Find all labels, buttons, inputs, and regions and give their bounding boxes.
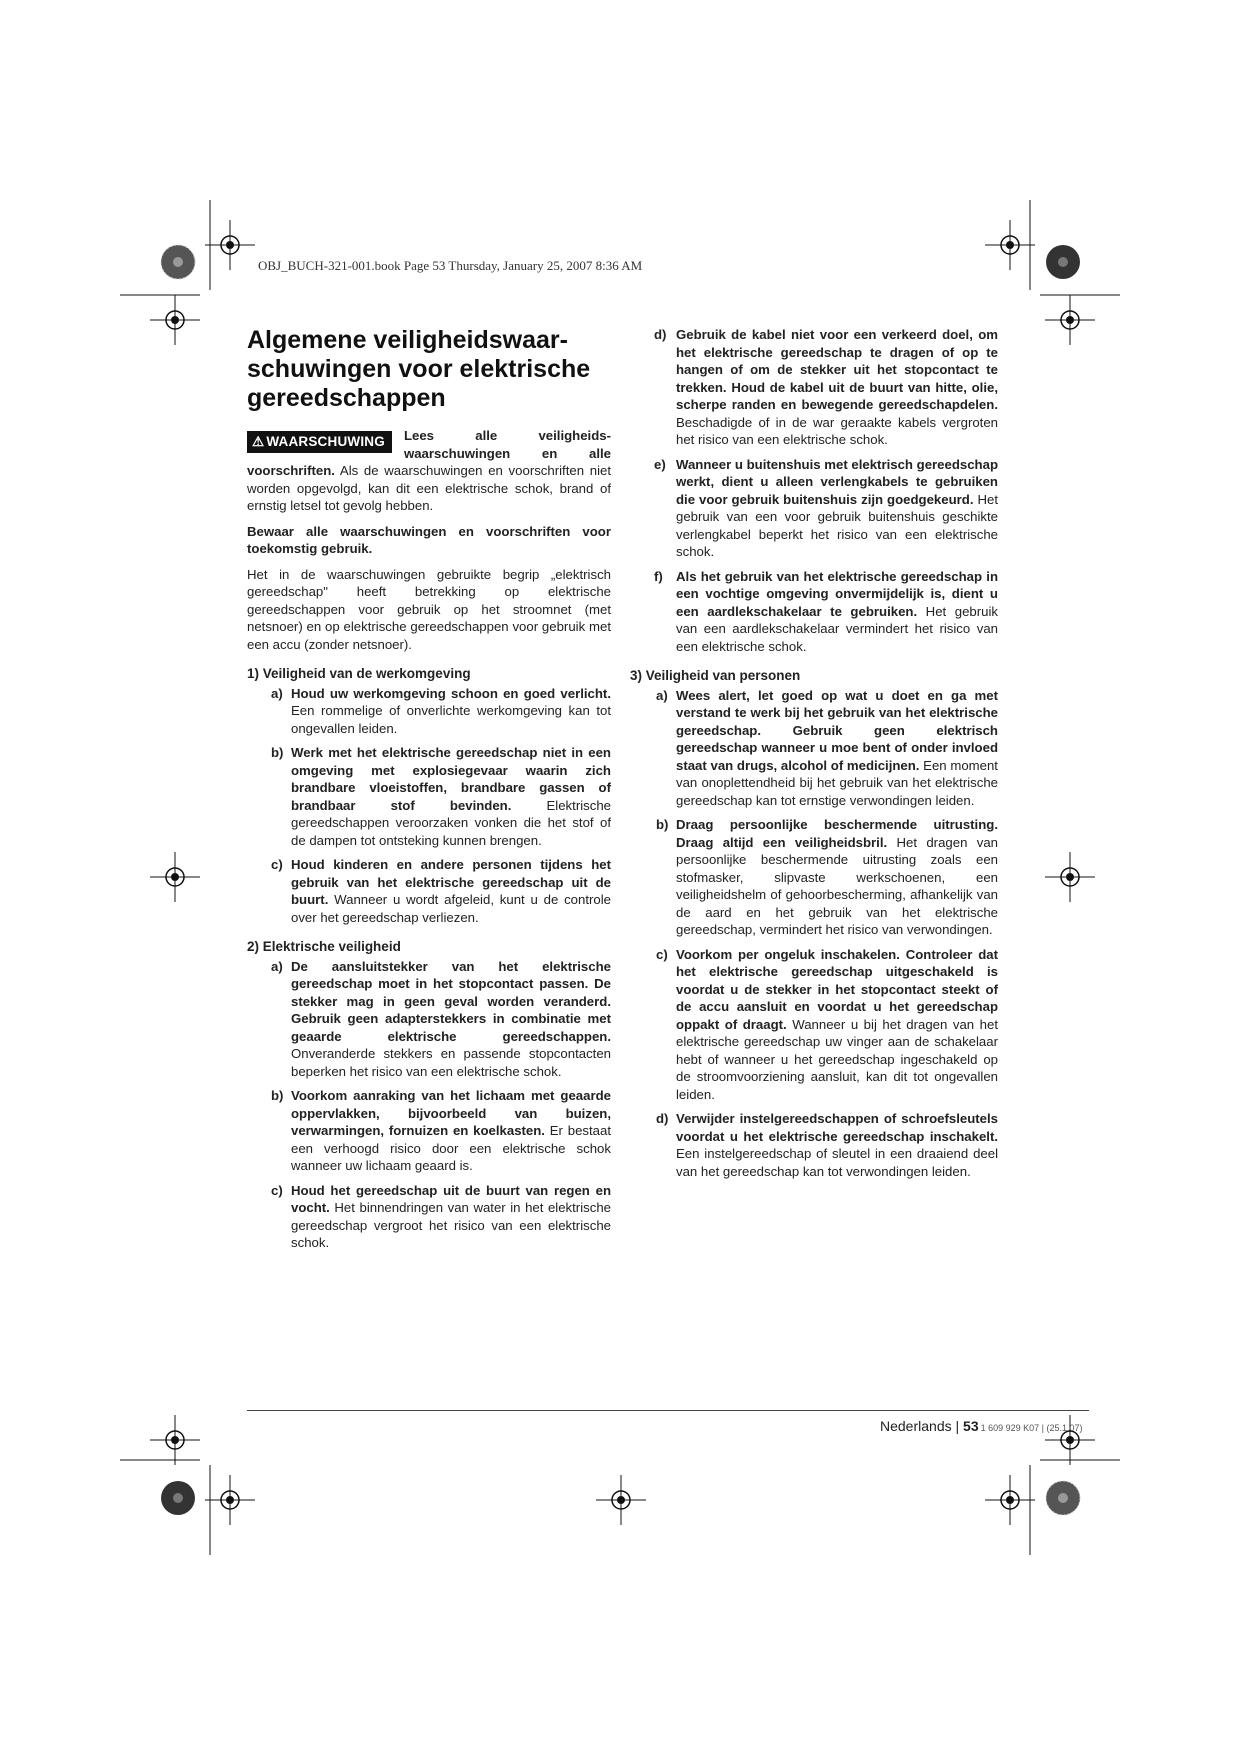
item-text: Wanneer u bij het dragen van het elektrische gereedschap uw vinger aan de schakelaar hebt of wanneer u het gereedschap ingeschakeld op de stroomvoorziening aansluit, kan dit tot ongevallen leiden.	[676, 1016, 999, 1102]
footer-code: 1 609 929 K07 | (25.1.07)	[980, 1423, 1083, 1433]
section-heading: 3) Veiligheid van personen	[630, 668, 801, 683]
page-title: Algemene veiligheidswaar-schuwingen voor elektrische gereedschappen	[247, 326, 591, 412]
item-text: Elektrische gereedschappen veroorzaken vonken die het stof of de dampen tot ontsteking kunnen brengen.	[291, 797, 611, 848]
item-bold: Wees alert, let goed op wat u doet en ga met verstand te werk bij het gebruik van het elektrische gereedschap. Gebruik geen elektrisch gereedschap wanneer u moe bent of onder invloed staat van drugs, alcohol of medicijnen.	[676, 687, 998, 773]
item-text: Het gebruik van een aardlekschakelaar vermindert het risico van een elektrische schok.	[676, 603, 998, 654]
list-item	[247, 958, 611, 1081]
item-text: Een moment van onoplettendheid bij het gebruik van het elektrische gereedschap kan tot ernstige verwondingen leiden.	[676, 757, 998, 808]
item-label: c)	[271, 1182, 283, 1198]
warning-text: Als de waarschuwingen en voorschriften niet worden opgevolgd, kan dit een elektrische schok, brand of ernstig letsel tot gevolg hebben.	[247, 463, 611, 513]
definition-paragraph: Het in de waarschuwingen gebruikte begrip „elektrisch gereedschap" heeft betrekking op elektrische gereedschappen voor gebruik op het stroomnet (met netsnoer) en op elektrische gereedschappen voor gebruik met een accu (zonder netsnoer).	[247, 566, 611, 652]
item-label: e)	[654, 456, 666, 472]
item-bold: Als het gebruik van het elektrische gereedschap in een vochtige omgeving onvermijdelijk is, dient u een aardlekschakelaar te gebruiken.	[676, 568, 998, 619]
color-target-bottom-right	[1045, 1480, 1081, 1516]
item-text: Er bestaat een verhoogd risico door een elektrische schok wanneer uw lichaam geaard is.	[291, 1123, 611, 1173]
footer-language: Nederlands	[880, 1418, 952, 1434]
item-bold: Wanneer u buitenshuis met elektrisch gereedschap werkt, dient u alleen verlengkabels te gebruiken die voor gebruik buitenshuis zijn goedgekeurd.	[676, 456, 998, 507]
list-item	[632, 1110, 998, 1180]
footer-separator: |	[955, 1418, 960, 1434]
warning-badge	[247, 431, 392, 453]
item-bold: Werk met het elektrische gereedschap niet in een omgeving met explosiegevaar waarin zich brandbare vloeistoffen, brandbare gassen of brandbaar stof bevinden.	[291, 745, 611, 813]
item-bold: Verwijder instelgereedschappen of schroefsleutels voordat u het elektrische gereedschap inschakelt.	[676, 1111, 998, 1144]
color-target-bottom-left	[160, 1480, 196, 1516]
item-label: c)	[656, 946, 668, 962]
item-label: b)	[271, 1088, 284, 1103]
item-text: Een instelgereedschap of sleutel in een draaiend deel van het gereedschap kan tot verwondingen leiden.	[676, 1146, 998, 1179]
list-item	[247, 1182, 611, 1252]
list-item	[247, 744, 611, 849]
item-label: b)	[271, 745, 284, 760]
item-label: d)	[654, 327, 667, 342]
item-text: Het gebruik van een voor gebruik buitenshuis geschikte verlengkabel beperkt het risico van een elektrische schok.	[676, 491, 998, 559]
item-label: a)	[271, 958, 283, 974]
color-target-top-left	[160, 244, 196, 280]
item-text: Het binnendringen van water in het elektrische gereedschap vergroot het risico van een elektrische schok.	[291, 1200, 611, 1250]
list-item	[632, 687, 998, 810]
left-column	[247, 326, 611, 1259]
item-bold: Voorkom per ongeluk inschakelen. Controleer dat het elektrische gereedschap uitgeschakeld is voordat u de stekker in het stopcontact steekt of de accu aansluit en voordat u het gereedschap oppakt of draagt.	[676, 946, 998, 1032]
list-item	[247, 1087, 611, 1175]
item-bold: Draag persoonlijke beschermende uitrusting. Draag altijd een veiligheidsbril.	[676, 817, 998, 850]
print-header: OBJ_BUCH-321-001.book Page 53 Thursday, January 25, 2007 8:36 AM	[258, 258, 643, 273]
warning-bold-text: Lees alle veiligheids-waarschuwingen en alle voorschriften.	[247, 428, 611, 478]
item-text: Een rommelige of onverlichte werkomgeving kan tot ongevallen leiden.	[291, 703, 611, 736]
list-item	[247, 685, 611, 738]
list-item	[654, 456, 998, 561]
electrical-safety-continued	[654, 326, 998, 655]
item-bold: Voorkom aanraking van het lichaam met geaarde oppervlakken, bijvoorbeeld van buizen, verwarmingen, fornuizen en koelkasten.	[291, 1088, 611, 1138]
keep-instructions: Bewaar alle waarschuwingen en voorschriften voor toekomstig gebruik.	[247, 523, 611, 556]
list-item	[632, 816, 998, 939]
item-label: c)	[271, 857, 283, 872]
item-bold: Houd het gereedschap uit de buurt van regen en vocht.	[291, 1182, 611, 1215]
warning-paragraph	[247, 427, 611, 515]
right-column	[630, 326, 999, 1187]
section-heading: 1) Veiligheid van de werkomgeving	[247, 666, 471, 681]
footer-rule	[247, 1410, 1089, 1411]
item-bold: De aansluitstekker van het elektrische gereedschap moet in het stopcontact passen. De stekker mag in geen geval worden veranderd. Gebruik geen adapterstekkers in combinatie met geaarde elektrische gereedschappen.	[291, 958, 611, 1044]
item-label: f)	[654, 568, 663, 584]
item-label: a)	[271, 685, 283, 701]
section-heading: 2) Elektrische veiligheid	[247, 939, 401, 954]
color-target-top-right	[1045, 244, 1081, 280]
page-number: 53	[963, 1418, 979, 1434]
item-bold: Gebruik de kabel niet voor een verkeerd doel, om het elektrische gereedschap te dragen of op te hangen of om de stekker uit het stopcontact te trekken. Houd de kabel uit de buurt van hitte, olie, scherpe randen en bewegende gereedschapdelen.	[676, 327, 998, 412]
item-label: d)	[656, 1111, 669, 1126]
list-item	[654, 568, 998, 656]
warning-badge-label: WAARSCHUWING	[266, 434, 385, 449]
item-label: a)	[656, 687, 668, 703]
item-text: Onveranderde stekkers en passende stopcontacten beperken het risico van een elektrische schok.	[291, 1046, 611, 1079]
list-item	[247, 856, 611, 926]
item-text: Wanneer u wordt afgeleid, kunt u de controle over het gereedschap verliezen.	[291, 892, 611, 925]
item-text: Beschadigde of in de war geraakte kabels vergroten het risico van een elektrische schok.	[676, 414, 998, 447]
warning-triangle-icon: ⚠	[252, 434, 265, 449]
list-item	[632, 946, 998, 1104]
page-footer	[880, 1418, 1083, 1434]
item-bold: Houd uw werkomgeving schoon en goed verlicht.	[291, 685, 611, 701]
item-text: Het dragen van persoonlijke beschermende uitrusting zoals een stofmasker, slipvaste werkschoenen, een veiligheidshelm of gehoorbescherming, afhankelijk van de aard en het gebruik van het elektrische gereedschap, vermindert het risico van verwondingen.	[676, 834, 998, 937]
item-label: b)	[656, 817, 669, 832]
item-bold: Houd kinderen en andere personen tijdens het gebruik van het elektrische gereedschap uit de buurt.	[291, 857, 611, 907]
list-item	[654, 326, 998, 449]
